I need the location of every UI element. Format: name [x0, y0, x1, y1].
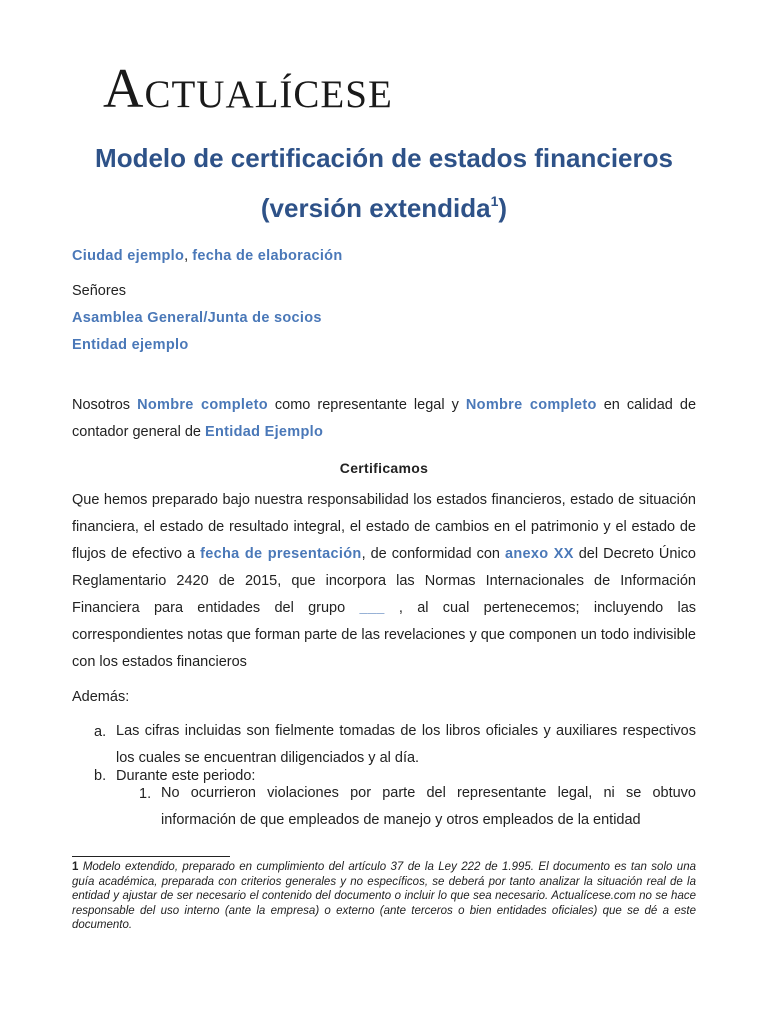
- certificamos-heading: Certificamos: [339, 460, 429, 476]
- footnote-text: Modelo extendido, preparado en cumplimiento del artículo 37 de la Ley 222 de 1.995. El documento es tan solo una guía académica, preparada con criterios generales y no específicos, se deberá por tanto analizar la situación real de la entidad y ajustar de ser necesario el contenido del documento o incluir lo que sea necesario. Actualícese.com no se hace responsable del uso interno (ante la empresa) o externo (ante terceros o bien entidades oficiales) que se dé a este documento.: [72, 861, 696, 932]
- actualicese-logo: Actualícese: [103, 58, 393, 120]
- presentation-date-placeholder: fecha de presentación: [200, 546, 362, 562]
- sublist-item-1-text: No ocurrieron violaciones por parte del representante legal, ni se obtuvo información de que empleados de manejo y otros empleados de la entidad: [161, 785, 696, 828]
- addressee-entity: Entidad ejemplo: [72, 337, 189, 353]
- document-title: [0, 142, 768, 174]
- annex-placeholder: anexo XX: [505, 546, 574, 562]
- list-item-a-text: Las cifras incluidas son fielmente tomadas de los libros oficiales y auxiliares respectivos los cuales se encuentran diligenciados y al día.: [116, 723, 696, 766]
- intro-text-3: en calidad de contador general de: [72, 397, 697, 440]
- entity-placeholder: Entidad Ejemplo: [205, 424, 324, 440]
- list-marker-b: b.: [94, 768, 107, 784]
- legal-rep-name-placeholder: Nombre completo: [137, 397, 268, 413]
- intro-paragraph: [72, 392, 696, 446]
- date-placeholder: fecha de elaboración: [192, 248, 343, 264]
- group-placeholder: ___: [359, 600, 385, 616]
- accountant-name-placeholder: Nombre completo: [465, 397, 597, 413]
- place-date-line: [72, 247, 342, 265]
- subtitle-text: (versión extendida: [260, 193, 491, 223]
- sublist-marker-1: 1.: [139, 786, 152, 802]
- body-text-2: , de conformidad con: [361, 546, 500, 562]
- list-marker-a: a.: [94, 724, 107, 740]
- footnote-mark: 1: [72, 861, 79, 873]
- place-date-separator: ,: [184, 248, 189, 264]
- intro-text-1: Nosotros: [72, 397, 131, 413]
- body-text-4: , al cual pertenecemos; incluyendo las correspondientes notas que forman parte de las revelaciones y que componen un todo indivisible con los estados financieros: [72, 600, 697, 670]
- body-text-3: del Decreto Único Reglamentario 2420 de 2015, que incorpora las Normas Internacionales de Información Financiera para entidades del grupo: [72, 546, 696, 616]
- list-item-b-text: Durante este periodo:: [116, 768, 256, 784]
- intro-text-2: como representante legal y: [274, 397, 459, 413]
- document-subtitle: [0, 192, 768, 224]
- body-text-1: Que hemos preparado bajo nuestra responsabilidad los estados financieros, estado de situación financiera, el estado de resultado integral, el estado de cambios en el patrimonio y el estado de flujos de efectivo a: [72, 492, 696, 562]
- footnote: [72, 860, 696, 933]
- ademas-label: Además:: [72, 689, 130, 705]
- salutation: Señores: [72, 283, 127, 299]
- addressee-assembly: Asamblea General/Junta de socios: [72, 310, 322, 326]
- certification-paragraph: [72, 487, 696, 676]
- title-line-1: Modelo de certificación de estados financieros: [95, 143, 673, 173]
- subtitle-close: ): [498, 193, 508, 223]
- footnote-reference: 1: [490, 193, 499, 209]
- city-placeholder: Ciudad ejemplo: [72, 248, 185, 264]
- footnote-separator: [72, 856, 230, 857]
